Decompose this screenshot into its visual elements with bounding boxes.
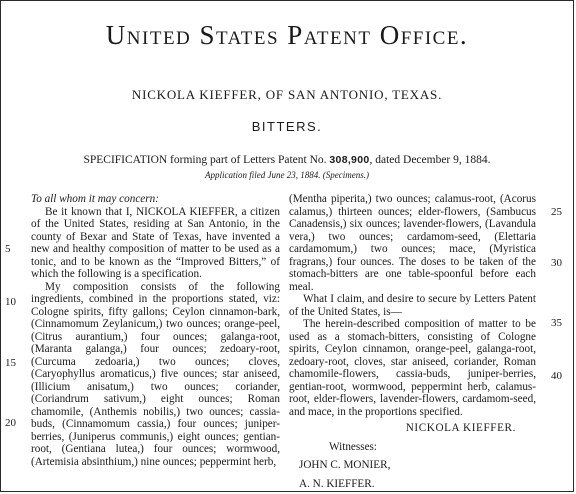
line-number: 25: [551, 206, 562, 218]
witness-2: A. N. KIEFFER.: [299, 477, 375, 490]
right-paragraph-continuation: (Mentha piperita,) two ounces; calamus-root, (Acorus calamus,) thirteen ounces; elder-flowers, (Sambucus Canadensis,) six ounces; lavender-flowers, (Lavandula vera,) two ounces; cardamom-seed, (Elettaria cardamomum,) two ounces; mace, (Myristica fragrans,) four ounces. The doses to be taken of the stomach-bitters are one table-spoonful before each meal.: [289, 193, 536, 293]
spec-lead: SPECIFICATION forming part of Letters Patent No.: [83, 154, 327, 166]
application-filed-line: Application filed June 23, 1884. (Specimens.): [205, 170, 369, 180]
line-number: 35: [551, 317, 562, 329]
specification-line: [1, 153, 573, 167]
line-number: 40: [551, 370, 562, 382]
witnesses-label: Witnesses:: [329, 440, 378, 453]
right-column: [289, 193, 536, 492]
line-number: 20: [5, 417, 16, 429]
office-heading: United States Patent Office.: [105, 20, 469, 50]
line-number: 5: [5, 243, 11, 255]
salutation: To all whom it may concern:: [31, 193, 159, 205]
line-number: 15: [5, 357, 16, 369]
line-number: 30: [551, 257, 562, 269]
patent-number: 308,900: [329, 154, 370, 166]
left-paragraph-composition: My composition consists of the following ingredients, combined in the proportions stated, viz: Cologne spirits, fifty gallons; Ceylon cinnamon-bark, (Cinnamomum Zeylanicum,) two ounces; orange-peel, (Citrus aurantium,) four ounces; galanga-root, (Maranta galanga,) four ounces; zedoary-root, (Curcuma zedoaria,) two ounces; cloves, (Caryophyllus aromaticus,) five ounces; star aniseed, (Illicium anisatum,) two ounces; coriander, (Coriandrum sativum,) eight ounces; Roman chamomile, (Anthemis nobilis,) two ounces; cassia-buds, (Cinnamomum cassia,) four ounces; juniper-berries, (Juniperus communis,) eight ounces; gentian-root, (Gentiana lutea,) four ounces; wormwood, (Artemisia absinthium,) nine ounces; peppermint herb,: [31, 280, 280, 468]
right-paragraph-claim-intro: What I claim, and desire to secure by Letters Patent of the United States, is—: [289, 293, 536, 318]
inventor-signature: NICKOLA KIEFFER.: [405, 422, 516, 434]
spec-date: , dated December 9, 1884.: [369, 154, 491, 166]
patent-title: BITTERS.: [251, 119, 323, 134]
inventor-line: NICKOLA KIEFFER, OF SAN ANTONIO, TEXAS.: [131, 87, 443, 102]
witness-1: JOHN C. MONIER,: [299, 459, 391, 471]
left-column: [31, 193, 280, 492]
line-number: 10: [5, 296, 16, 308]
right-paragraph-claim: The herein-described composition of matter to be used as a stomach-bitters, consisting of Cologne spirits, Ceylon cinnamon, orange-peel, galanga-root, zedoary-root, cloves, star aniseed, coriander, Roman chamomile-flowers, cassia-buds, juniper-berries, gentian-root, wormwood, peppermint herb, calamus-root, elder-flowers, lavender-flowers, cardamom-seed, and mace, in the proportions specified.: [289, 318, 536, 418]
left-paragraph-intro: Be it known that I, NICKOLA KIEFFER, a citizen of the United States, residing at San Antonio, in the county of Bexar and State of Texas, have invented a new and healthy composition of matter to be used as a tonic, and to be known as the “Improved Bitters,” of which the following is a specification.: [31, 205, 280, 280]
